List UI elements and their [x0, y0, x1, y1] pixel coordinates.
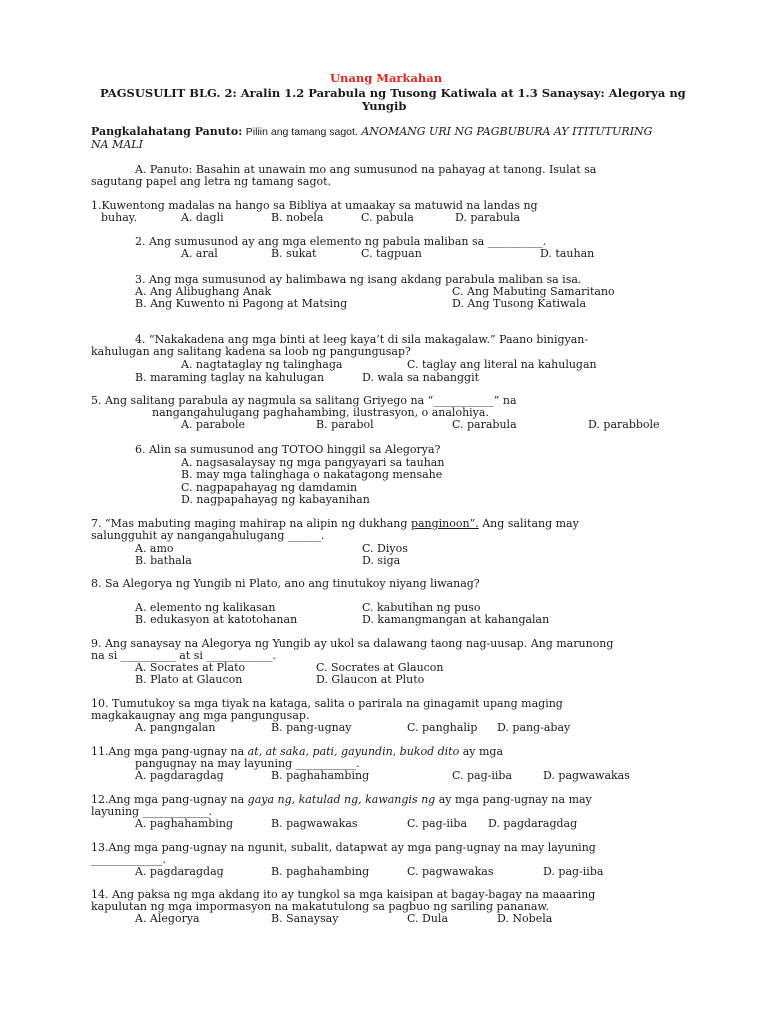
choice-b: B. edukasyon at katotohanan: [135, 613, 298, 626]
question-12-cont: layuning ____________.: [91, 805, 213, 818]
question-11-text: 11.Ang mga pang-ugnay na: [91, 745, 248, 758]
choice-a: A. dagli: [181, 211, 224, 224]
choice-d: D. nagpapahayag ng kabayanihan: [181, 493, 370, 506]
general-warning-cont: NA MALI: [91, 138, 143, 151]
test-title: PAGSUSULIT BLG. 2: Aralin 1.2 Parabula ng Tusong Katiwala at 1.3 Sanaysay: Alegorya ng: [100, 86, 686, 100]
choice-a: A. Alegorya: [135, 912, 200, 925]
choice-d: D. pang-abay: [497, 721, 571, 734]
choice-d: D. parabbole: [588, 418, 660, 431]
choice-b: B. nobela: [271, 211, 324, 224]
question-7-cont: salungguhit ay nangangahulugang ______.: [91, 529, 325, 542]
choice-b: B. may mga talinghaga o nakatagong mensahe: [181, 468, 443, 481]
choice-c: C. kabutihan ng puso: [362, 601, 481, 614]
choice-d: D. pagdaragdag: [488, 817, 578, 830]
choice-c: C. taglay ang literal na kahulugan: [407, 358, 597, 371]
choice-d: D. pagwawakas: [543, 769, 630, 782]
general-label: Pangkalahatang Panuto:: [91, 125, 243, 138]
question-12-text-end: ay mga pang-ugnay na may: [435, 793, 592, 806]
choice-a: A. Socrates at Plato: [135, 661, 246, 674]
question-9: 9. Ang sanaysay na Alegorya ng Yungib ay ukol sa dalawang taong nag-uusap. Ang marunong: [91, 637, 614, 650]
choice-b: B. Plato at Glaucon: [135, 673, 243, 686]
general-instruction: [91, 125, 652, 139]
choice-c: C. nagpapahayag ng damdamin: [181, 481, 358, 494]
question-8: 8. Sa Alegorya ng Yungib ni Plato, ano ang tinutukoy niyang liwanag?: [91, 577, 480, 590]
underlined-word: panginoon”.: [410, 517, 479, 530]
question-10: 10. Tumutukoy sa mga tiyak na kataga, salita o parirala na ginagamit upang maging: [91, 697, 563, 710]
choice-d: D. Ang Tusong Katiwala: [452, 297, 587, 310]
choice-d: D. tauhan: [540, 247, 595, 260]
instructions-line: A. Panuto: Basahin at unawain mo ang sumusunod na pahayag at tanong. Isulat sa: [135, 163, 597, 176]
choice-b: B. sukat: [271, 247, 317, 260]
choice-a: A. pangngalan: [135, 721, 216, 734]
question-5: 5. Ang salitang parabula ay nagmula sa salitang Griyego na “___________” na: [91, 394, 517, 407]
question-4-cont: kahulugan ang salitang kadena sa loob ng pangungusap?: [91, 345, 411, 358]
choice-b: B. pang-ugnay: [271, 721, 352, 734]
choice-a: A. Ang Alibughang Anak: [135, 285, 272, 298]
italic-terms: gaya ng, katulad ng, kawangis ng: [247, 793, 436, 806]
question-4: 4. “Nakakadena ang mga binti at leeg kaya’t di sila makagalaw.” Paano binigyan-: [135, 333, 589, 346]
question-14: 14. Ang paksa ng mga akdang ito ay tungkol sa mga kaisipan at bagay-bagay na maaaring: [91, 888, 596, 901]
choice-c: C. parabula: [452, 418, 517, 431]
question-1: 1.Kuwentong madalas na hango sa Bibliya at umaakay sa matuwid na landas ng: [91, 199, 538, 212]
general-warning: ANOMANG URI NG PAGBUBURA AY ITITUTURING: [361, 125, 653, 138]
question-1-cont: buhay.: [101, 211, 138, 224]
choice-b: B. bathala: [135, 554, 192, 567]
choice-c: C. panghalip: [407, 721, 478, 734]
choice-d: D. pag-iiba: [543, 865, 604, 878]
quarter-title: Unang Markahan: [330, 71, 443, 85]
choice-d: D. parabula: [455, 211, 521, 224]
choice-d: D. Glaucon at Pluto: [316, 673, 425, 686]
choice-a: A. pagdaragdag: [135, 865, 224, 878]
choice-c: C. pag-iiba: [452, 769, 513, 782]
choice-a: A. pagdaragdag: [135, 769, 224, 782]
choice-c: C. pag-iiba: [407, 817, 468, 830]
choice-d: D. kamangmangan at kahangalan: [362, 613, 550, 626]
question-12-text: 12.Ang mga pang-ugnay na: [91, 793, 248, 806]
choice-a: A. elemento ng kalikasan: [135, 601, 276, 614]
choice-a: A. nagsasalaysay ng mga pangyayari sa tauhan: [181, 456, 445, 469]
choice-c: C. pagwawakas: [407, 865, 494, 878]
choice-b: B. pagwawakas: [271, 817, 358, 830]
choice-c: C. Dula: [407, 912, 448, 925]
question-7-text: 7. “Mas mabuting maging mahirap na alipin ng dukhang: [91, 517, 411, 530]
choice-b: B. paghahambing: [271, 865, 370, 878]
question-13-cont: _____________.: [91, 853, 166, 866]
question-2: 2. Ang sumusunod ay ang mga elemento ng pabula maliban sa __________.: [135, 235, 547, 248]
choice-c: C. tagpuan: [361, 247, 422, 260]
choice-a: A. nagtataglay ng talinghaga: [181, 358, 343, 371]
general-text: Piliin ang tamang sagot.: [245, 126, 358, 138]
question-3: 3. Ang mga sumusunod ay halimbawa ng isang akdang parabula maliban sa isa.: [135, 273, 582, 286]
choice-c: C. Diyos: [362, 542, 408, 555]
question-6: 6. Alin sa sumusunod ang TOTOO hinggil sa Alegorya?: [135, 443, 441, 456]
choice-b: B. paghahambing: [271, 769, 370, 782]
choice-a: A. amo: [135, 542, 174, 555]
choice-d: D. siga: [362, 554, 401, 567]
instructions-line: sagutang papel ang letra ng tamang sagot.: [91, 175, 332, 188]
question-11-cont: pangugnay na may layuning ___________.: [135, 757, 360, 770]
question-7-text-end: Ang salitang may: [478, 517, 579, 530]
question-13: 13.Ang mga pang-ugnay na ngunit, subalit, datapwat ay mga pang-ugnay na may layuning: [91, 841, 596, 854]
choice-c: C. Ang Mabuting Samaritano: [452, 285, 615, 298]
choice-a: A. aral: [181, 247, 218, 260]
choice-d: D. wala sa nabanggit: [362, 371, 480, 384]
test-title-cont: Yungib: [362, 99, 407, 113]
question-9-cont: na si __________ at si ____________.: [91, 649, 276, 662]
choice-b: B. maraming taglay na kahulugan: [135, 371, 325, 384]
choice-b: B. parabol: [316, 418, 374, 431]
choice-a: A. paghahambing: [135, 817, 233, 830]
question-14-cont: kapulutan ng mga impormasyon na makatutulong sa pagbuo ng sariling pananaw.: [91, 900, 550, 913]
question-11-text-end: ay mga: [459, 745, 504, 758]
question-10-cont: magkakaugnay ang mga pangungusap.: [91, 709, 310, 722]
choice-c: C. pabula: [361, 211, 414, 224]
choice-b: B. Ang Kuwento ni Pagong at Matsing: [135, 297, 348, 310]
question-5-cont: nangangahulugang paghahambing, ilustrasyon, o analohiya.: [152, 406, 489, 419]
choice-a: A. parabole: [181, 418, 246, 431]
choice-d: D. Nobela: [497, 912, 553, 925]
choice-c: C. Socrates at Glaucon: [316, 661, 444, 674]
italic-terms: at, at saka, pati, gayundin, bukod dito: [247, 745, 460, 758]
choice-b: B. Sanaysay: [271, 912, 339, 925]
